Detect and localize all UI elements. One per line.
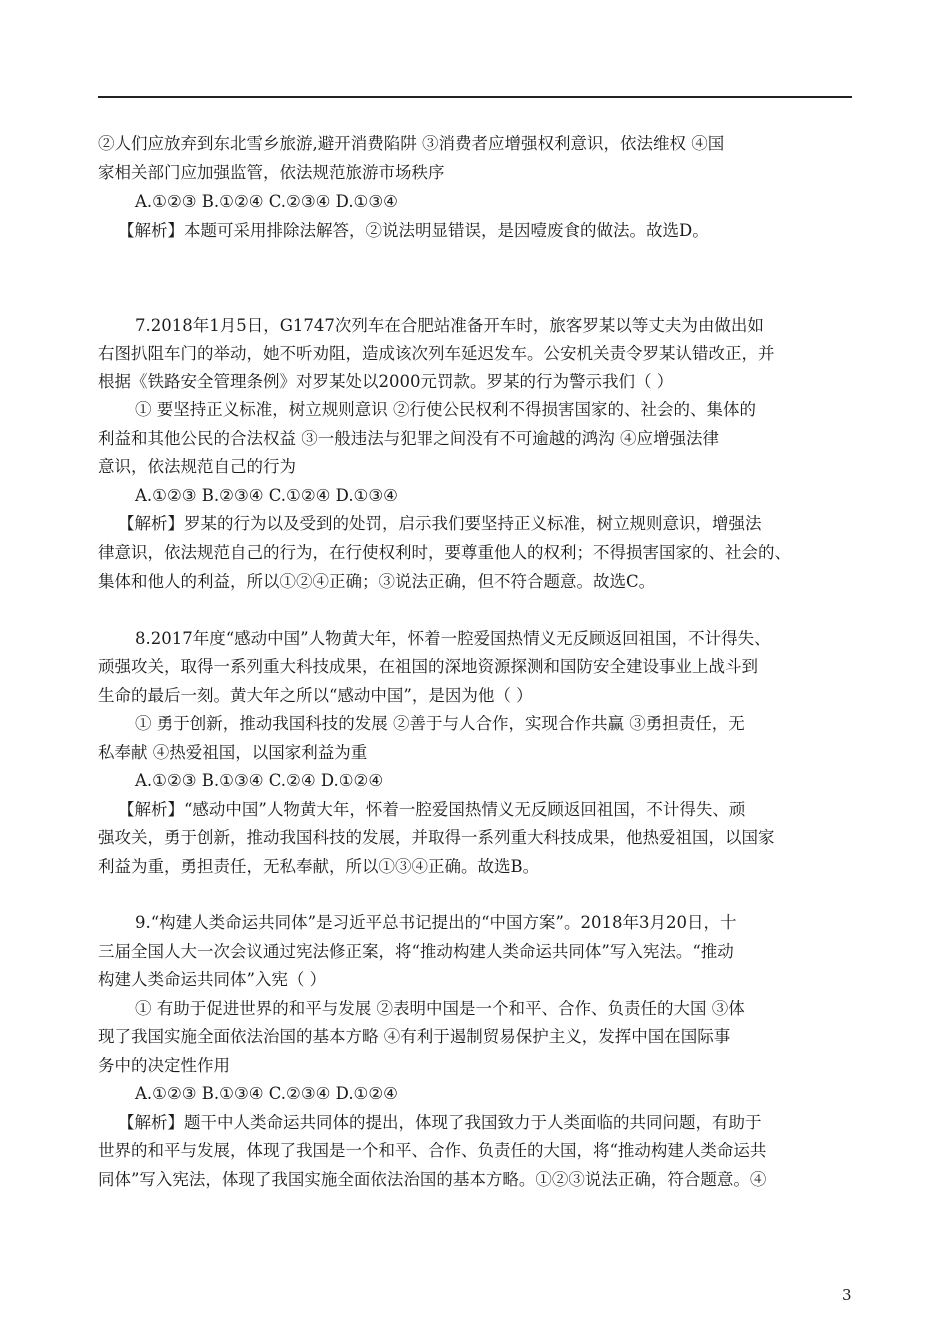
q7-option-line: 意识，依法规范自己的行为 <box>98 457 296 476</box>
q7-analysis-line: 律意识，依法规范自己的行为，在行使权利时，要尊重他人的权利；不得损害国家的、社会的、 <box>98 543 791 562</box>
q9-choices: A.①②③ B.①③④ C.②③④ D.①②④ <box>135 1084 398 1103</box>
q8-stem-line: 8.2017年度“感动中国”人物黄大年，怀着一腔爱国热情义无反顾返回祖国，不计得失、 <box>135 629 771 648</box>
q9-analysis-line: 世界的和平与发展，体现了我国是一个和平、合作、负责任的大国，将“推动构建人类命运共 <box>98 1141 767 1160</box>
q9-option-line: ① 有助于促进世界的和平与发展 ②表明中国是一个和平、合作、负责任的大国 ③体 <box>135 999 745 1018</box>
q7-analysis-line: 【解析】罗某的行为以及受到的处罚，启示我们要坚持正义标准，树立规则意识，增强法 <box>118 514 762 533</box>
q9-analysis-line: 同体”写入宪法，体现了我国实施全面依法治国的基本方略。①②③说法正确，符合题意。④ <box>98 1170 767 1189</box>
q6-choices: A.①②③ B.①②④ C.②③④ D.①③④ <box>135 192 398 211</box>
q7-stem-line: 右图扒阻车门的举动，她不听劝阻，造成该次列车延迟发车。公安机关责令罗某认错改正，并 <box>98 344 775 363</box>
q9-stem-line: 9.“构建人类命运共同体”是习近平总书记提出的“中国方案”。2018年3月20日，十 <box>135 913 737 932</box>
q8-choices: A.①②③ B.①③④ C.②④ D.①②④ <box>135 771 384 790</box>
q8-analysis-line: 利益为重，勇担责任，无私奉献，所以①③④正确。故选B。 <box>98 857 540 876</box>
q8-option-line: ① 勇于创新，推动我国科技的发展 ②善于与人合作，实现合作共赢 ③勇担责任，无 <box>135 714 745 733</box>
q6-analysis: 【解析】本题可采用排除法解答，②说法明显错误，是因噎废食的做法。故选D。 <box>118 221 709 240</box>
q7-stem-line: 根据《铁路安全管理条例》对罗某处以2000元罚款。罗某的行为警示我们（ ） <box>98 372 674 391</box>
q7-stem-line: 7.2018年1月5日，G1747次列车在合肥站准备开车时，旅客罗某以等丈夫为由做出如 <box>135 316 764 335</box>
q6-option-line: 家相关部门应加强监管，依法规范旅游市场秩序 <box>98 163 445 182</box>
q9-analysis-line: 【解析】题干中人类命运共同体的提出，体现了我国致力于人类面临的共同问题，有助于 <box>118 1113 762 1132</box>
q8-analysis-line: 【解析】“感动中国”人物黄大年，怀着一腔爱国热情义无反顾返回祖国，不计得失、顽 <box>118 800 746 819</box>
q7-choices: A.①②③ B.②③④ C.①②④ D.①③④ <box>135 486 398 505</box>
q9-stem-line: 构建人类命运共同体”入宪（ ） <box>98 970 327 989</box>
header-rule <box>98 96 852 98</box>
q8-option-line: 私奉献 ④热爱祖国，以国家利益为重 <box>98 743 368 762</box>
page-number: 3 <box>842 1286 852 1304</box>
q7-option-line: 利益和其他公民的合法权益 ③一般违法与犯罪之间没有不可逾越的鸿沟 ④应增强法律 <box>98 429 719 448</box>
q8-stem-line: 生命的最后一刻。黄大年之所以“感动中国”，是因为他（ ） <box>98 686 533 705</box>
q9-stem-line: 三届全国人大一次会议通过宪法修正案，将“推动构建人类命运共同体”写入宪法。“推动 <box>98 942 734 961</box>
q9-option-line: 务中的决定性作用 <box>98 1056 230 1075</box>
q8-stem-line: 顽强攻关，取得一系列重大科技成果，在祖国的深地资源探测和国防安全建设事业上战斗到 <box>98 657 758 676</box>
q7-analysis-line: 集体和他人的利益，所以①②④正确；③说法正确，但不符合题意。故选C。 <box>98 572 656 591</box>
q6-option-line: ②人们应放弃到东北雪乡旅游,避开消费陷阱 ③消费者应增强权利意识，依法维权 ④国 <box>98 134 725 153</box>
q9-option-line: 现了我国实施全面依法治国的基本方略 ④有利于遏制贸易保护主义，发挥中国在国际事 <box>98 1027 731 1046</box>
q7-option-line: ① 要坚持正义标准，树立规则意识 ②行使公民权利不得损害国家的、社会的、集体的 <box>135 400 756 419</box>
q8-analysis-line: 强攻关，勇于创新，推动我国科技的发展，并取得一系列重大科技成果，他热爱祖国，以国家 <box>98 828 775 847</box>
